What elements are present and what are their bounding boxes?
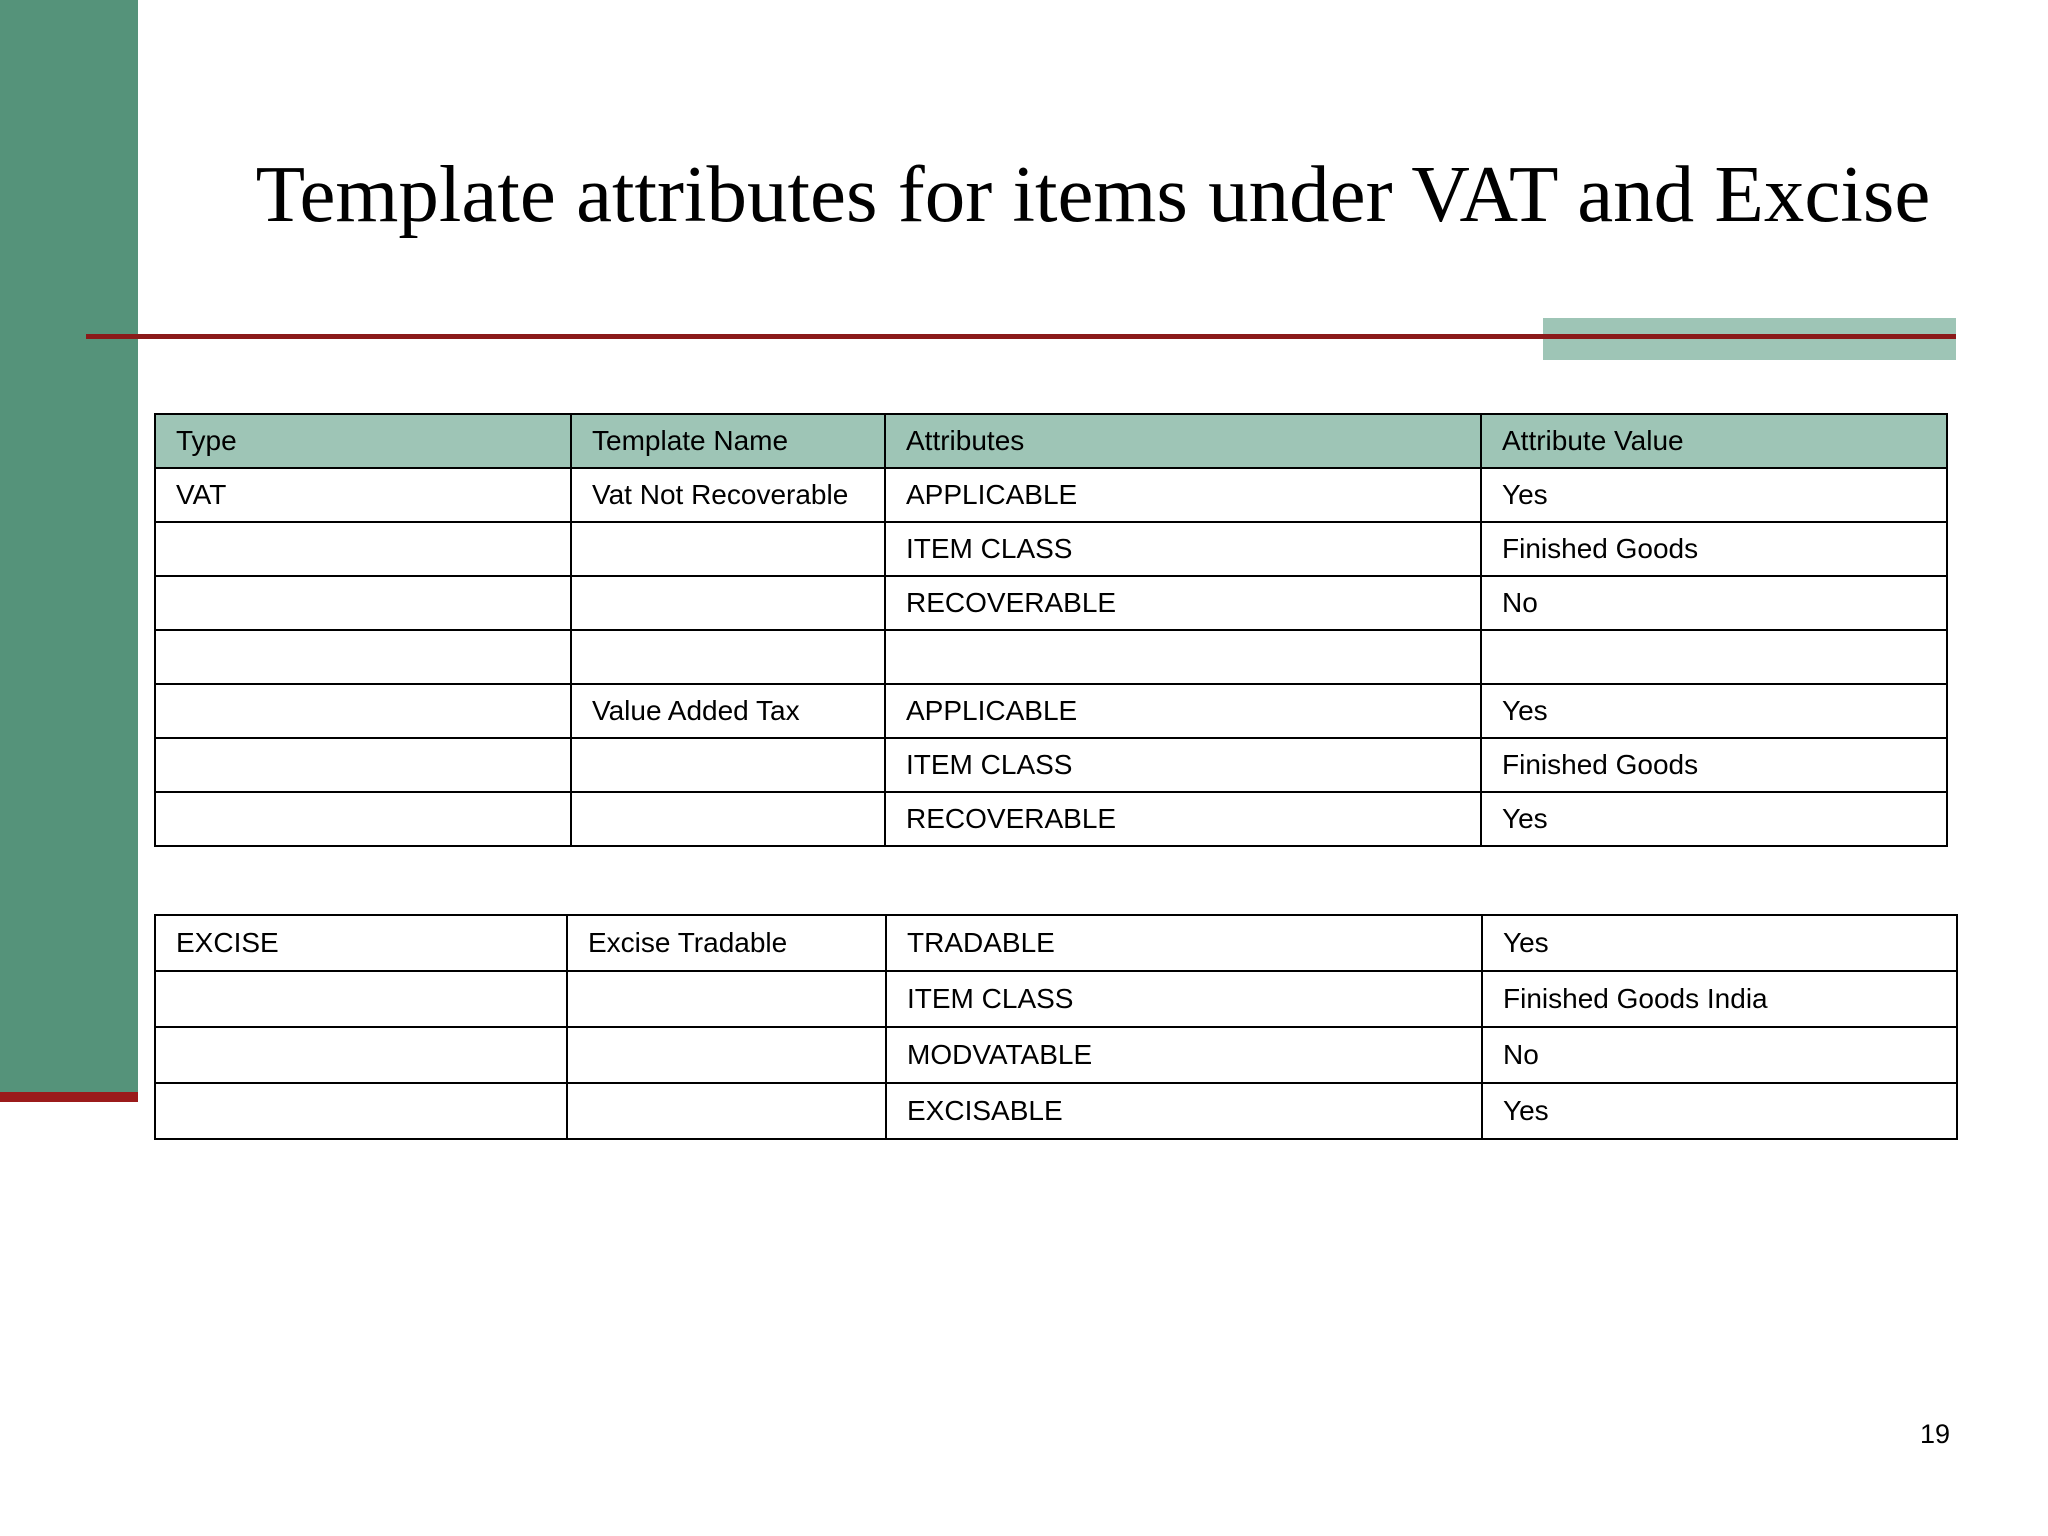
cell-template-name xyxy=(571,792,885,846)
cell-type xyxy=(155,684,571,738)
table-row xyxy=(155,522,1947,576)
cell-attribute: ITEM CLASS xyxy=(885,738,1481,792)
cell-attribute: RECOVERABLE xyxy=(885,792,1481,846)
cell-attribute: ITEM CLASS xyxy=(886,971,1482,1027)
title-rule-block xyxy=(1543,318,1956,360)
excise-attributes-table xyxy=(154,914,1958,1140)
cell-attribute-value: Yes xyxy=(1482,915,1957,971)
cell-attribute: EXCISABLE xyxy=(886,1083,1482,1139)
cell-type xyxy=(155,522,571,576)
header-attributes: Attributes xyxy=(885,414,1481,468)
table-header-row xyxy=(155,414,1947,468)
cell-template-name xyxy=(571,630,885,684)
table-row xyxy=(155,468,1947,522)
cell-attribute-value: Yes xyxy=(1482,1083,1957,1139)
table-row xyxy=(155,1083,1957,1139)
cell-attribute: RECOVERABLE xyxy=(885,576,1481,630)
cell-attribute-value: Yes xyxy=(1481,468,1947,522)
cell-attribute-value: No xyxy=(1481,576,1947,630)
left-bar-accent xyxy=(0,1092,138,1102)
cell-attribute-value: Finished Goods India xyxy=(1482,971,1957,1027)
cell-type xyxy=(155,1027,567,1083)
cell-attribute-value: Yes xyxy=(1481,684,1947,738)
cell-type xyxy=(155,971,567,1027)
cell-attribute: APPLICABLE xyxy=(885,468,1481,522)
cell-attribute: MODVATABLE xyxy=(886,1027,1482,1083)
cell-type xyxy=(155,792,571,846)
cell-type xyxy=(155,1083,567,1139)
cell-template-name xyxy=(567,1083,886,1139)
cell-template-name: Value Added Tax xyxy=(571,684,885,738)
header-attribute-value: Attribute Value xyxy=(1481,414,1947,468)
header-template-name: Template Name xyxy=(571,414,885,468)
page-number: 19 xyxy=(1919,1419,1950,1449)
cell-template-name xyxy=(567,971,886,1027)
cell-template-name xyxy=(571,738,885,792)
table-row xyxy=(155,630,1947,684)
cell-attribute-value: Finished Goods xyxy=(1481,522,1947,576)
title-rule-line xyxy=(86,334,1956,339)
cell-attribute xyxy=(885,630,1481,684)
table-row xyxy=(155,1027,1957,1083)
slide-title: Template attributes for items under VAT and Excise xyxy=(255,149,1931,239)
table-row xyxy=(155,971,1957,1027)
header-type: Type xyxy=(155,414,571,468)
left-decorative-bar xyxy=(0,0,138,1092)
table-row xyxy=(155,738,1947,792)
cell-type: EXCISE xyxy=(155,915,567,971)
cell-type xyxy=(155,738,571,792)
cell-template-name xyxy=(571,522,885,576)
vat-attributes-table xyxy=(154,413,1948,847)
cell-attribute: ITEM CLASS xyxy=(885,522,1481,576)
table-row xyxy=(155,915,1957,971)
cell-template-name xyxy=(567,1027,886,1083)
cell-attribute-value: Yes xyxy=(1481,792,1947,846)
cell-type: VAT xyxy=(155,468,571,522)
cell-template-name xyxy=(571,576,885,630)
cell-type xyxy=(155,576,571,630)
cell-attribute-value: Finished Goods xyxy=(1481,738,1947,792)
cell-template-name: Vat Not Recoverable xyxy=(571,468,885,522)
cell-attribute-value xyxy=(1481,630,1947,684)
cell-attribute: TRADABLE xyxy=(886,915,1482,971)
table-row xyxy=(155,576,1947,630)
cell-attribute: APPLICABLE xyxy=(885,684,1481,738)
cell-template-name: Excise Tradable xyxy=(567,915,886,971)
cell-attribute-value: No xyxy=(1482,1027,1957,1083)
table-row xyxy=(155,792,1947,846)
cell-type xyxy=(155,630,571,684)
table-row xyxy=(155,684,1947,738)
